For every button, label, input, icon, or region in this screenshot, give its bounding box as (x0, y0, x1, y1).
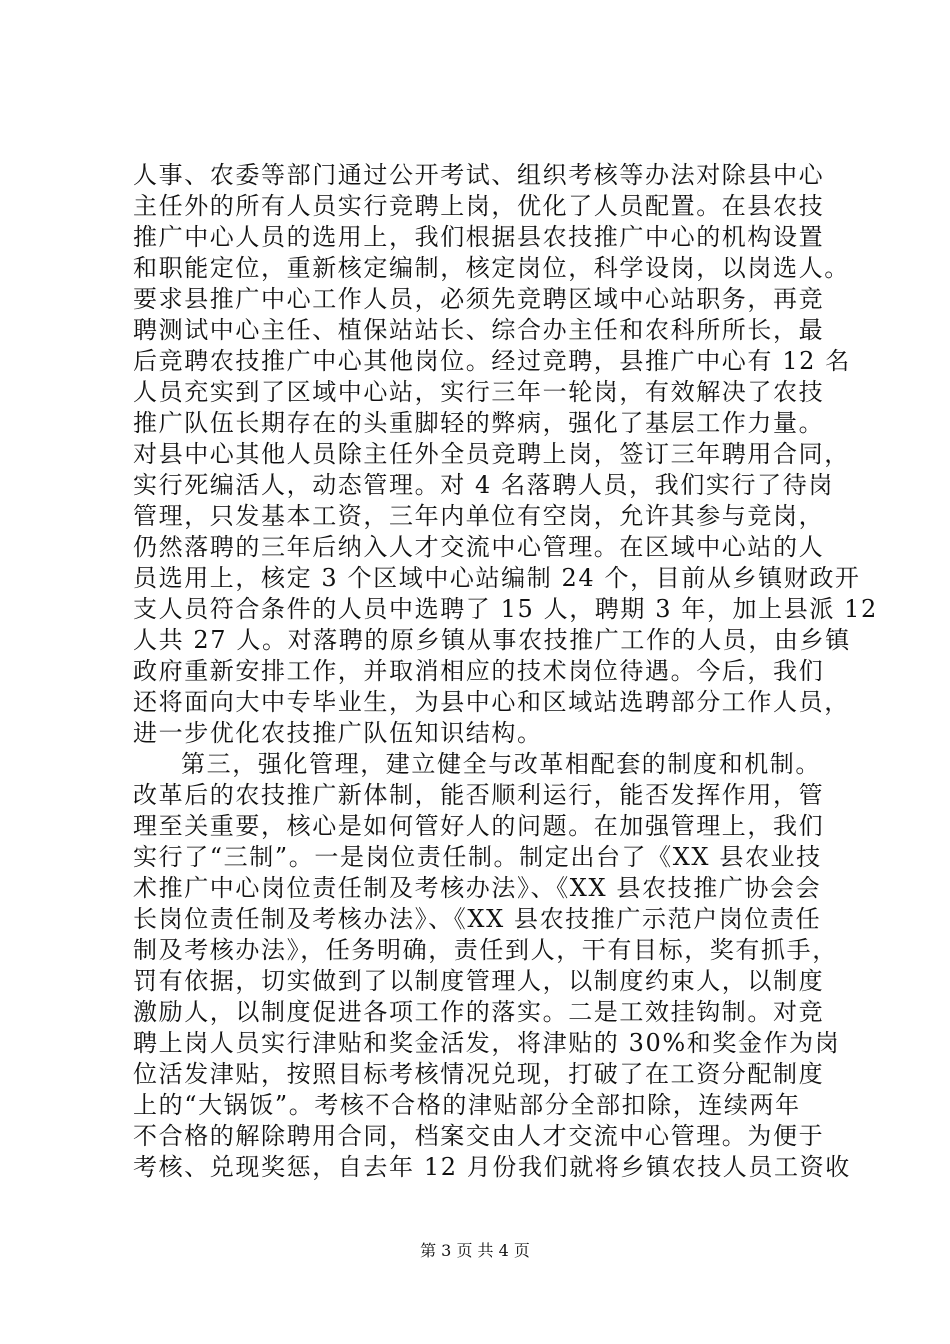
text-line-27: 罚有依据，切实做到了以制度管理人，以制度约束人，以制度 (133, 967, 825, 995)
text-line-18: 还将面向大中专毕业生，为县中心和区域站选聘部分工作人员， (133, 688, 850, 716)
text-line-10: 对县中心其他人员除主任外全员竞聘上岗，签订三年聘用合同， (133, 440, 850, 468)
text-line-8: 人员充实到了区域中心站，实行三年一轮岗，有效解决了农技 (133, 378, 825, 406)
text-line-19: 进一步优化农技推广队伍知识结构。 (133, 719, 543, 747)
text-line-12: 管理，只发基本工资，三年内单位有空岗，允许其参与竞岗， (133, 502, 825, 530)
text-line-33: 考核、兑现奖惩，自去年 12 月份我们就将乡镇农技人员工资收 (133, 1153, 851, 1181)
text-line-4: 和职能定位，重新核定编制，核定岗位，科学设岗，以岗选人。 (133, 254, 850, 282)
text-line-30: 位活发津贴，按照目标考核情况兑现，打破了在工资分配制度 (133, 1060, 825, 1088)
body-text (133, 160, 878, 1183)
text-line-23: 实行了“三制”。一是岗位责任制。制定出台了《XX 县农业技 (133, 843, 822, 871)
text-line-11: 实行死编活人，动态管理。对 4 名落聘人员，我们实行了待岗 (133, 471, 834, 499)
text-line-3: 推广中心人员的选用上，我们根据县农技推广中心的机构设置 (133, 223, 825, 251)
text-line-24: 术推广中心岗位责任制及考核办法》、《XX 县农技推广协会会 (133, 874, 822, 902)
text-line-32: 不合格的解除聘用合同，档案交由人才交流中心管理。为便于 (133, 1122, 825, 1150)
text-line-31: 上的“大锅饭”。考核不合格的津贴部分全部扣除，连续两年 (133, 1091, 801, 1119)
text-line-7: 后竞聘农技推广中心其他岗位。经过竞聘，县推广中心有 12 名 (133, 347, 851, 375)
text-line-14: 员选用上，核定 3 个区域中心站编制 24 个，目前从乡镇财政开 (133, 564, 861, 592)
text-line-16: 人共 27 人。对落聘的原乡镇从事农技推广工作的人员，由乡镇 (133, 626, 851, 654)
text-line-2: 主任外的所有人员实行竞聘上岗，优化了人员配置。在县农技 (133, 192, 825, 220)
page-footer: 第 3 页 共 4 页 (420, 1241, 530, 1260)
text-line-9: 推广队伍长期存在的头重脚轻的弊病，强化了基层工作力量。 (133, 409, 825, 437)
text-line-6: 聘测试中心主任、植保站站长、综合办主任和农科所所长，最 (133, 316, 825, 344)
text-line-26: 制及考核办法》，任务明确，责任到人，干有目标，奖有抓手， (133, 936, 838, 964)
paragraph-heading-line: 第三，强化管理，建立健全与改革相配套的制度和机制。 (181, 750, 821, 778)
text-line-28: 激励人，以制度促进各项工作的落实。二是工效挂钩制。对竞 (133, 998, 825, 1026)
text-line-17: 政府重新安排工作，并取消相应的技术岗位待遇。今后，我们 (133, 657, 825, 685)
text-line-25: 长岗位责任制及考核办法》、《XX 县农技推广示范户岗位责任 (133, 905, 822, 933)
text-line-1: 人事、农委等部门通过公开考试、组织考核等办法对除县中心 (133, 161, 825, 189)
text-line-22: 理至关重要，核心是如何管好人的问题。在加强管理上，我们 (133, 812, 825, 840)
text-line-21: 改革后的农技推广新体制，能否顺利运行，能否发挥作用，管 (133, 781, 825, 809)
text-line-15: 支人员符合条件的人员中选聘了 15 人，聘期 3 年，加上县派 12 (133, 595, 878, 623)
text-line-5: 要求县推广中心工作人员，必须先竞聘区域中心站职务，再竞 (133, 285, 825, 313)
text-line-29: 聘上岗人员实行津贴和奖金活发，将津贴的 30%和奖金作为岗 (133, 1029, 841, 1057)
text-line-13: 仍然落聘的三年后纳入人才交流中心管理。在区域中心站的人 (133, 533, 825, 561)
